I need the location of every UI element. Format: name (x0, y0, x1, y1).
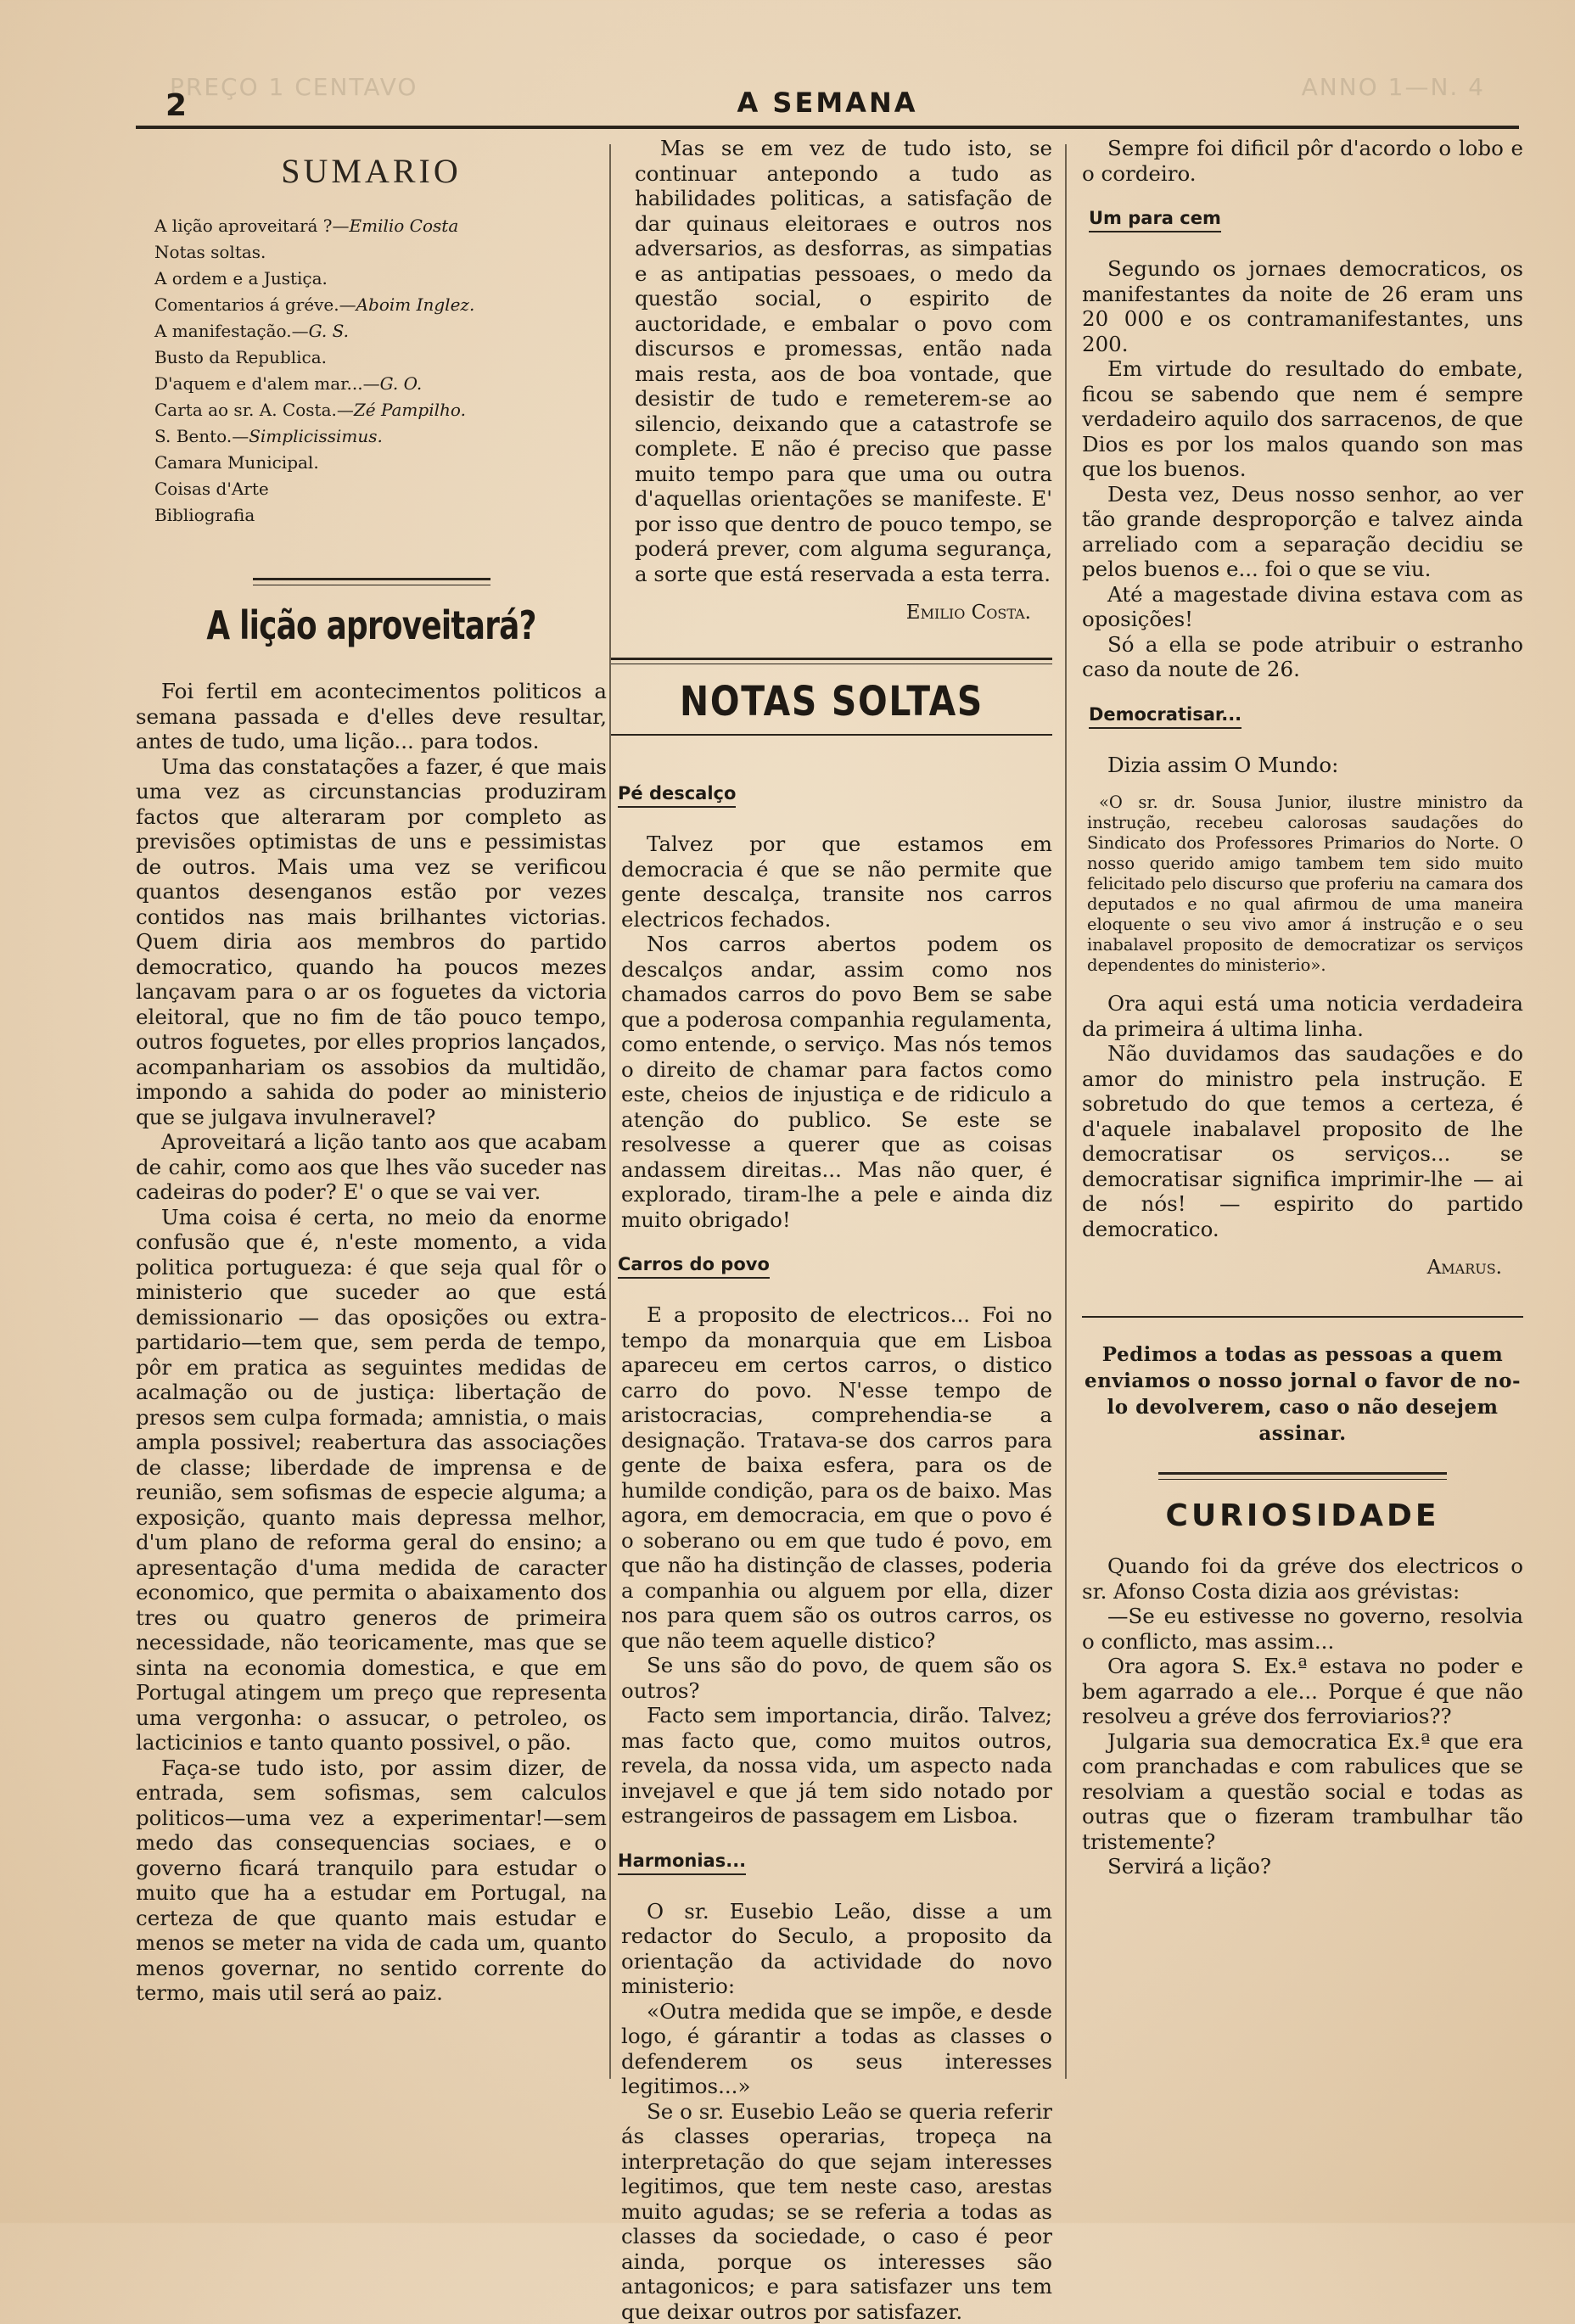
toc-item-title: Comentarios á gréve.— (154, 294, 356, 315)
newspaper-title: A SEMANA (136, 87, 1519, 119)
subheading-harmonias: Harmonias... (618, 1851, 746, 1875)
toc-item-title: S. Bento.— (154, 426, 249, 446)
curiosidade-title: CURIOSIDADE (1082, 1498, 1523, 1533)
article-continuation: Mas se em vez de tudo isto, se continuar antepondo a tudo as habilidades politicas, a satisfação de dar quinaus eleitoraes e outros nos adversarios, as desforras, as simpatias e as antipatias pessoaes, o medo da questão social, o espirito de auctoridade, e embalar o povo com discursos e promessas, então nada mais resta, aos de boa vontade, que desistir de tudo e remeterem-se ao silencio, deixando que a catastrofe se complete. E não é preciso que passe muito tempo para que uma ou outra d'aquellas orientações se manifeste. E' por isso que dentro de pouco tempo, se poderá prever, com alguma segurança, a sorte que está reservada a esta terra. (635, 136, 1052, 586)
column-divider (1065, 144, 1067, 2079)
harmonias-continuation (1082, 136, 1523, 186)
toc-item-title: Bibliografia (154, 505, 255, 525)
paragraph: Ora aqui está uma noticia verdadeira da primeira á ultima linha. (1082, 991, 1523, 1041)
paragraph: Julgaria sua democratica Ex.ª que era com pranchadas e com rabulices que se resolviam a questão social e todas as outras que o fizeram trambulhar tão tristemente? (1082, 1729, 1523, 1855)
subheading-um-para-cem: Um para cem (1089, 208, 1221, 232)
toc-item-author: Emilio Costa (350, 216, 459, 236)
toc-item-author: Simplicissimus. (249, 426, 383, 446)
paragraph: Até a magestade divina estava com as oposições! (1082, 582, 1523, 632)
subheading-pe-descalco: Pé descalço (618, 783, 736, 808)
toc-item-title: A manifestação.— (154, 321, 309, 341)
toc-item-title: Camara Municipal. (154, 452, 319, 473)
toc-item (154, 318, 607, 344)
paragraph: Desta vez, Deus nosso senhor, ao ver tão grande desproporção e talvez ainda arreliado com a separação decidiu se pelos buenos e... foi o que se viu. (1082, 482, 1523, 582)
carros-do-povo-body (621, 1302, 1052, 1828)
paragraph: Em virtude do resultado do embate, ficou se sabendo que nem é sempre verdadeiro aquilo dos sarracenos, de que Dios es por los malos quando son mas que los buenos. (1082, 356, 1523, 482)
bleed-through-issue: ANNO 1—N. 4 (1302, 73, 1485, 101)
table-of-contents (136, 213, 607, 529)
toc-item (154, 266, 607, 292)
paragraph: E a proposito de electricos... Foi no tempo da monarquia que em Lisboa apareceu em certos carros, o distico carro do povo. N'esse tempo de aristocracias, comprehendia-se a designação. Tratava-se dos carros para gente de baixa esfera, para os de humilde condição, para os de baixo. Mas agora, em democracia, em que o povo é o soberano ou em que tudo é povo, em que não ha distinção de classes, poderia a companhia ou alguem por ella, dizer nos para quem são os outros carros, os que não teem aquelle distico? (621, 1302, 1052, 1653)
subheading-democratisar: Democratisar... (1089, 704, 1242, 729)
toc-item (154, 213, 607, 239)
toc-item (154, 292, 607, 318)
article-paragraph: Aproveitará a lição tanto aos que acabam de cahir, como aos que lhes vão suceder nas cadeiras do poder? E' o que se vai ver. (136, 1129, 607, 1205)
article-signature: Emilio Costa. (611, 602, 1052, 624)
um-para-cem-body (1082, 256, 1523, 682)
paragraph: O sr. Eusebio Leão, disse a um redactor do Seculo, a proposito da orientação da actividade do novo ministerio: (621, 1899, 1052, 1999)
paragraph: Nos carros abertos podem os descalços andar, assim como nos chamados carros do povo Bem se sabe que a poderosa companhia regulamenta, como entende, o serviço. Mas nós temos o direito de chamar para factos como este, cheios de injustiça e de ridiculo a atenção do publico. Se este se resolvesse a querer que as coisas andassem direitas... Mas não quer, é explorado, tiram-lhe a pele e ainda diz muito obrigado! (621, 932, 1052, 1232)
toc-item-title: Busto da Republica. (154, 347, 327, 367)
paragraph: Se o sr. Eusebio Leão se queria referir ás classes operarias, tropeça na interpretação do que sejam interesses legitimos, que tem neste caso, arestas muito agudas; se se referia a todas as classes da sociedade, o caso é peor ainda, porque os interesses são antagonicos; e para satisfazer uns tem que deixar outros por satisfazer. (621, 2099, 1052, 2324)
article-paragraph: Uma das constatações a fazer, é que mais uma vez as circunstancias produziram factos que alteraram por completo as previsões optimistas de uns e pessimistas de outros. Mais uma vez se verificou quantos desenganos estão por vezes contidos nas mais brilhantes victorias. Quem diria aos membros do partido democratico, quando ha poucos mezes lançavam para o ar os foguetes da victoria eleitoral, que no fim de tão pouco tempo, outros foguetes, por elles proprios lançados, acompanhariam os assobios da multidão, impondo a sahida do poder ao ministerio que se julgava invulneravel? (136, 754, 607, 1130)
toc-item-title: Coisas d'Arte (154, 479, 269, 499)
democratisar-body (1082, 991, 1523, 1241)
sumario-title: SUMARIO (136, 151, 607, 191)
toc-item (154, 397, 607, 423)
column-3 (1082, 136, 1523, 1879)
toc-item (154, 344, 607, 371)
toc-item-title: Carta ao sr. A. Costa.— (154, 400, 354, 420)
paragraph: Segundo os jornaes democraticos, os manifestantes da noite de 26 eram uns 20 000 e os contramanifestantes, uns 200. (1082, 256, 1523, 356)
pe-descalco-body (621, 832, 1052, 1232)
toc-item (154, 502, 607, 529)
harmonias-body (621, 1899, 1052, 2324)
column-1 (136, 136, 607, 2006)
democratisar-quote: «O sr. dr. Sousa Junior, ilustre ministro da instrução, recebeu calorosas saudações do Sindicato dos Professores Primarios do Norte. O nosso querido amigo tambem tem sido muito felicitado pelo discurso que proferiu na camara dos deputados e no qual afirmou de uma maneira eloquente o seu vivo amor á instrução e o seu inabalavel proposito de democratizar os serviços dependentes do ministerio». (1087, 792, 1523, 976)
toc-item (154, 371, 607, 397)
paragraph: Não duvidamos das saudações e do amor do ministro pela instrução. E sobretudo do que temos a certeza, é d'aquele inabalavel proposito de lhe democratisar os serviços... se democratisar significa imprimir-lhe — ai de nós! — espirito do partido democratico. (1082, 1041, 1523, 1241)
paragraph: —Se eu estivesse no governo, resolvia o conflicto, mas assim... (1082, 1604, 1523, 1654)
notas-soltas-title: NOTAS SOLTAS (644, 678, 1019, 725)
paragraph: Servirá a lição? (1082, 1854, 1523, 1879)
toc-item-author: Aboim Inglez. (356, 294, 475, 315)
bleed-through-price: PREÇO 1 CENTAVO (170, 73, 418, 101)
column-2 (611, 136, 1052, 2324)
toc-item-author: G. S. (309, 321, 349, 341)
curiosidade-body (1082, 1554, 1523, 1879)
section-divider (1158, 1472, 1447, 1480)
democratisar-intro: Dizia assim O Mundo: (1082, 753, 1523, 778)
paragraph: «Outra medida que se impõe, e desde logo, é gárantir a todas as classes o defenderem os seus interesses legitimos...» (621, 1999, 1052, 2099)
toc-item (154, 476, 607, 502)
paragraph: Ora agora S. Ex.ª estava no poder e bem agarrado a ele... Porque é que não resolveu a gréve dos ferroviarios?? (1082, 1654, 1523, 1729)
page-number: 2 (165, 88, 187, 123)
toc-item (154, 450, 607, 476)
democratisar-signature: Amarus. (1082, 1257, 1523, 1279)
article-headline: A lição aproveitará? (188, 602, 555, 648)
paragraph: Quando foi da gréve dos electricos o sr. Afonso Costa dizia aos grévistas: (1082, 1554, 1523, 1604)
section-divider (611, 658, 1052, 664)
paragraph: Sempre foi dificil pôr d'acordo o lobo e o cordeiro. (1082, 136, 1523, 186)
toc-item-title: D'aquem e d'alem mar...— (154, 373, 380, 394)
toc-item-title: Notas soltas. (154, 242, 266, 262)
subheading-carros-do-povo: Carros do povo (618, 1254, 770, 1279)
return-notice: Pedimos a todas as pessoas a quem enviamos o nosso jornal o favor de no-lo devolverem, caso o não desejem assinar. (1082, 1341, 1523, 1447)
toc-item-author: G. O. (380, 373, 423, 394)
article-paragraph: Foi fertil em acontecimentos politicos a semana passada e d'elles deve resultar, antes de tudo, uma lição... para todos. (136, 679, 607, 754)
section-divider (1082, 1316, 1523, 1318)
paragraph: Facto sem importancia, dirão. Talvez; mas facto que, como muitos outros, revela, da nossa vida, um aspecto nada invejavel e que já tem sido notado por estrangeiros de passagem em Lisboa. (621, 1703, 1052, 1828)
section-divider (253, 578, 490, 585)
toc-item-title: A ordem e a Justiça. (154, 268, 328, 288)
page-header (136, 83, 1519, 129)
paragraph: Talvez por que estamos em democracia é que se não permite que gente descalça, transite nos carros electricos fechados. (621, 832, 1052, 932)
article-paragraph: Faça-se tudo isto, por assim dizer, de entrada, sem sofismas, sem calculos politicos—uma vez a experimentar!—sem medo das consequencias sociaes, e o governo ficará tranquilo para estudar o muito que ha a estudar em Portugal, na certeza de que quanto mais estudar e menos se meter na vida de cada um, quanto menos governar, no sentido corrente do termo, mais util será ao paiz. (136, 1756, 607, 2006)
article-paragraph: Uma coisa é certa, no meio da enorme confusão que é, n'este momento, a vida politica portugueza: é que seja qual fôr o ministerio que suceder ao que está demissionario — das oposições ou extra-partidario—tem que, sem perda de tempo, pôr em pratica as seguintes medidas de acalmação ou de justiça: libertação de presos sem culpa formada; amnistia, o mais ampla possivel; reabertura das associações de classe; liberdade de imprensa e de reunião, sem sofismas de especie alguma; a exposição, quanto mais depressa melhor, d'um plano de reforma geral do ensino; a apresentação d'uma medida de caracter economico, que permita o abaixamento dos tres ou quatro generos de primeira necessidade, não teoricamente, mas que se sinta na economia domestica, e que em Portugal atingem um preço que representa uma vergonha: o assucar, o petroleo, os lacticinios e tanto quanto possivel, o pão. (136, 1205, 607, 1756)
paragraph: Só a ella se pode atribuir o estranho caso da noute de 26. (1082, 632, 1523, 682)
toc-item-title: A lição aproveitará ?— (154, 216, 350, 236)
toc-item (154, 423, 607, 450)
toc-item-author: Zé Pampilho. (354, 400, 466, 420)
article-body (136, 679, 607, 2006)
section-divider (611, 734, 1052, 736)
paragraph: Se uns são do povo, de quem são os outros? (621, 1653, 1052, 1703)
toc-item (154, 239, 607, 266)
